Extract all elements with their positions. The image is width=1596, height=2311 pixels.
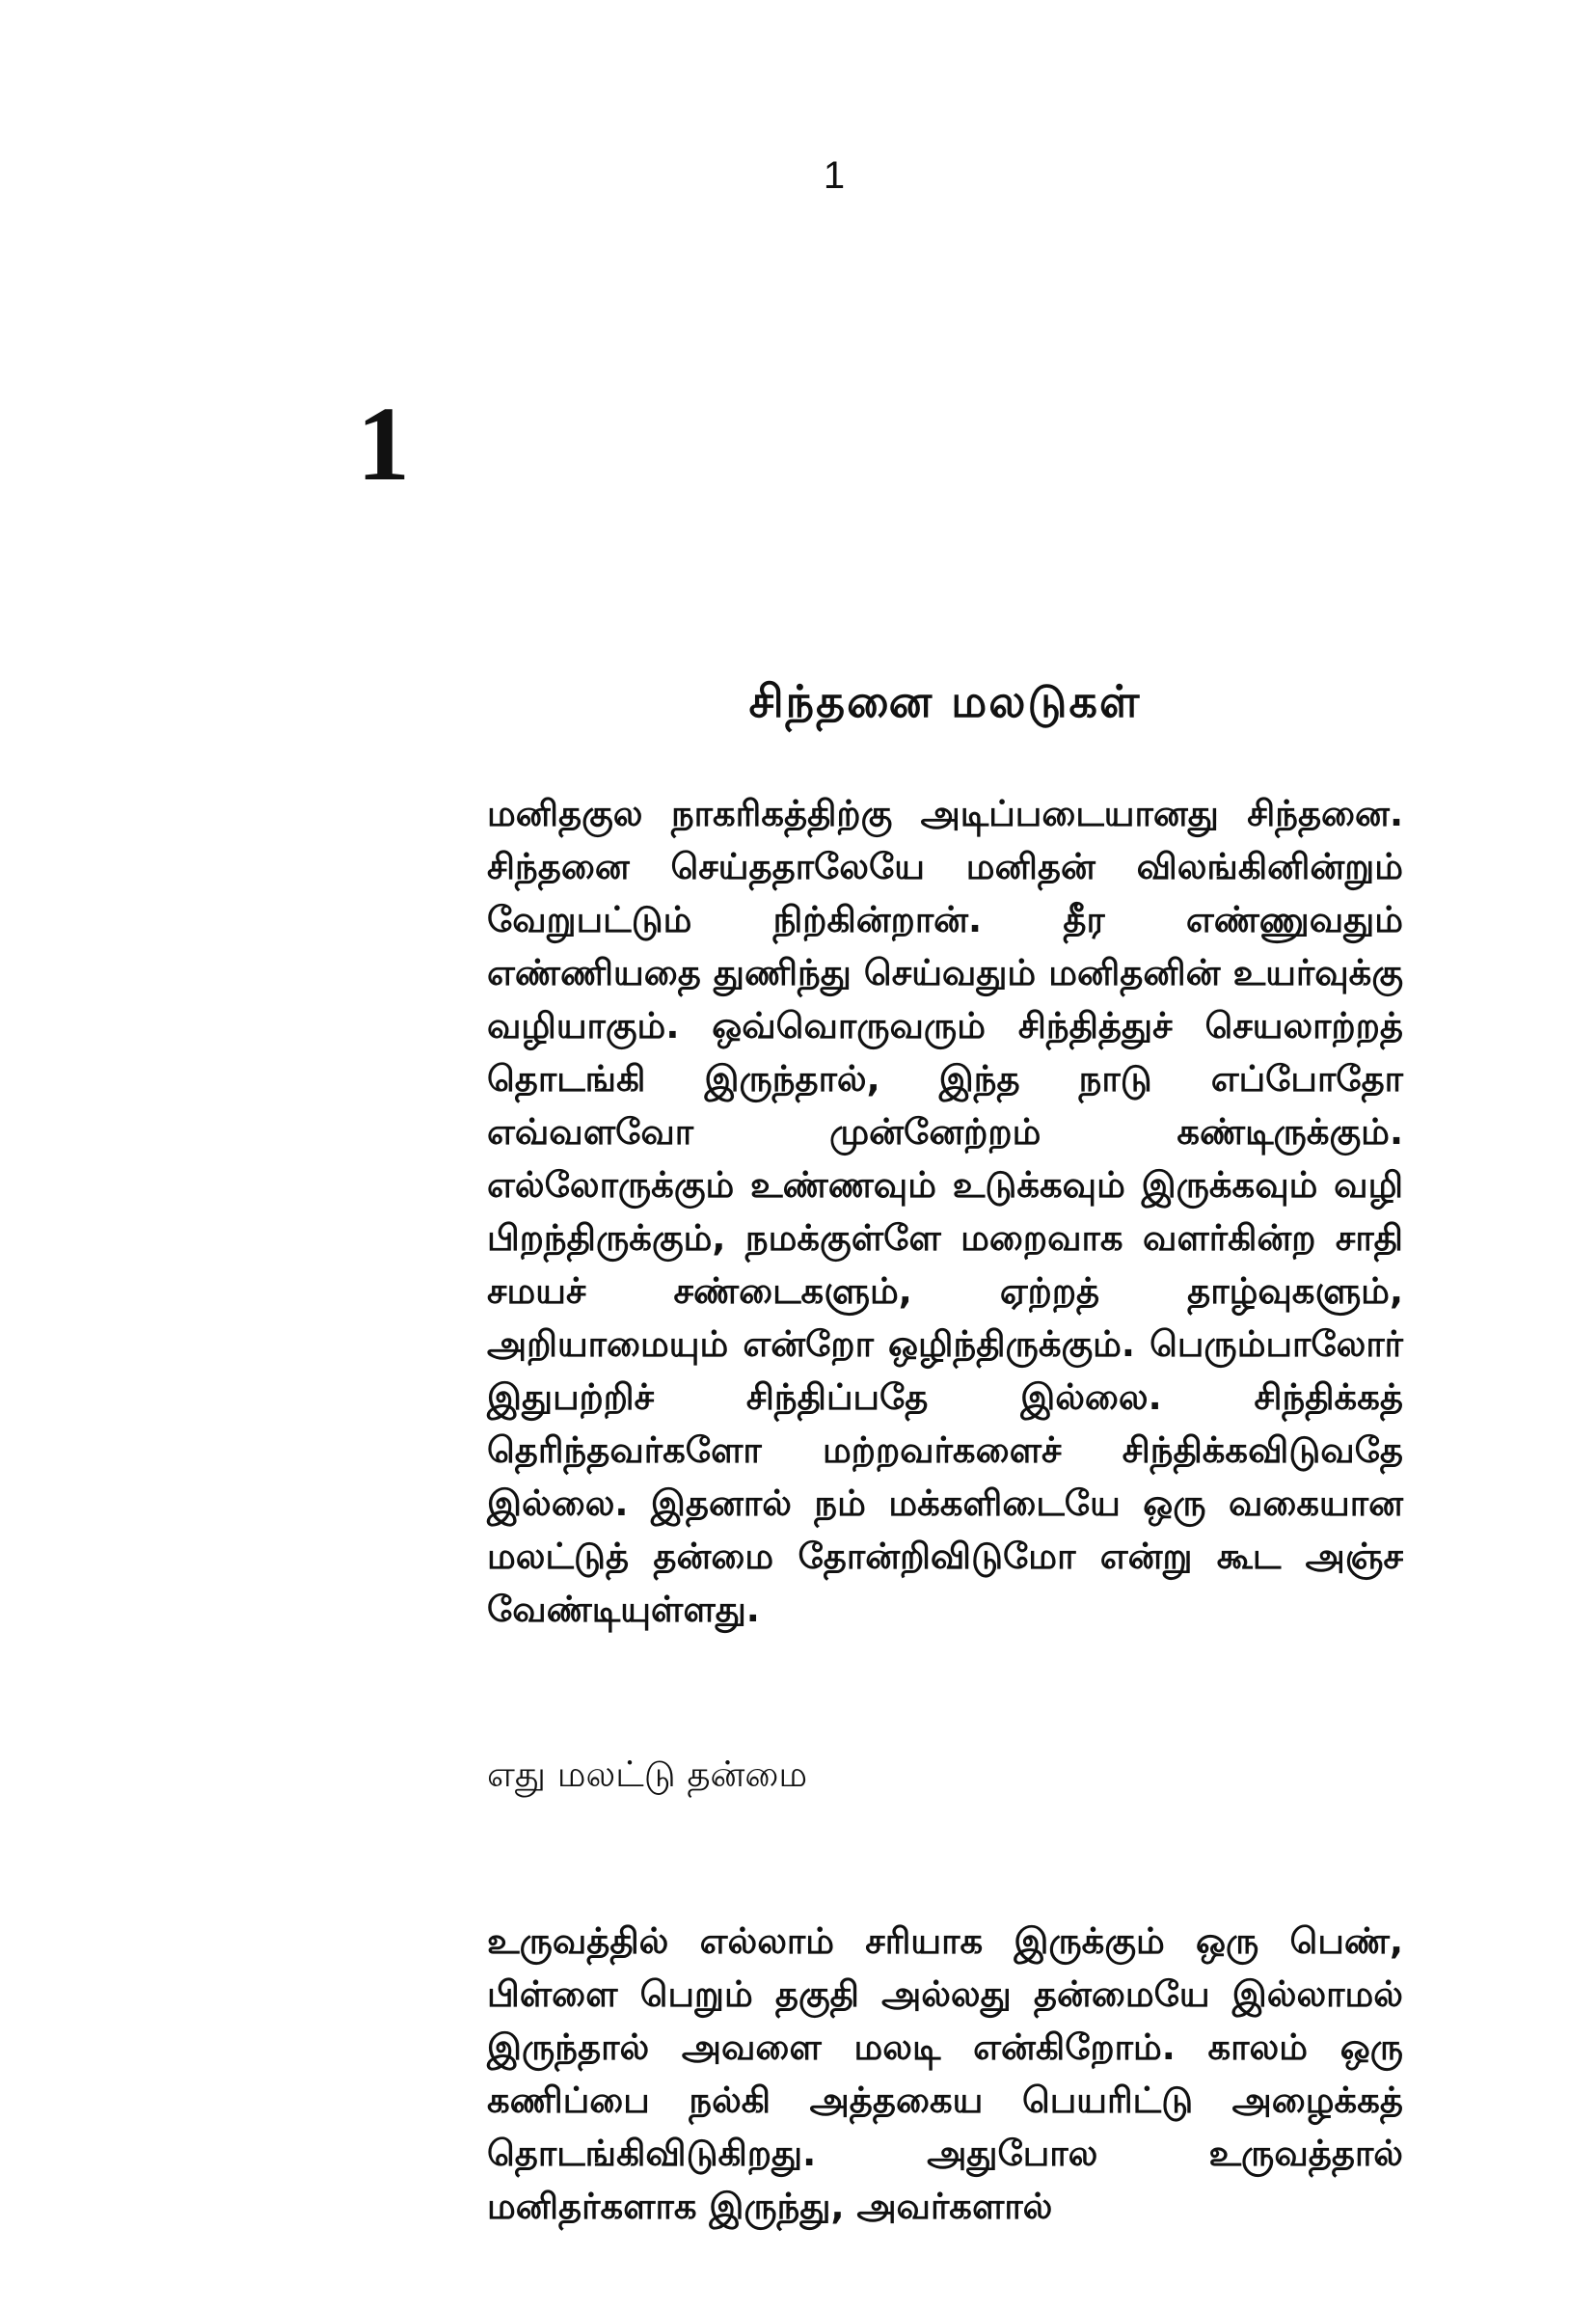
- body-paragraph-1: மனிதகுல நாகரிகத்திற்கு அடிப்படையானது சிந்தனை. சிந்தனை செய்ததாலேயே மனிதன் விலங்கினின்றும் வேறுபட்டும் நிற்கின்றான். தீர எண்ணுவதும் எண்ணியதை துணிந்து செய்வதும் மனிதனின் உயர்வுக்கு வழியாகும். ஒவ்வொருவரும் சிந்தித்துச் செயலாற்றத் தொடங்கி இருந்தால், இந்த நாடு எப்போதோ எவ்வளவோ முன்னேற்றம் கண்டிருக்கும். எல்லோருக்கும் உண்ணவும் உடுக்கவும் இருக்கவும் வழி பிறந்திருக்கும், நமக்குள்ளே மறைவாக வளர்கின்ற சாதி சமயச் சண்டைகளும், ஏற்றத் தாழ்வுகளும், அறியாமையும் என்றோ ஒழிந்திருக்கும். பெரும்பாலோர் இதுபற்றிச் சிந்திப்பதே இல்லை. சிந்திக்கத் தெரிந்தவர்களோ மற்றவர்களைச் சிந்திக்கவிடுவதே இல்லை. இதனால் நம் மக்களிடையே ஒரு வகையான மலட்டுத் தன்மை தோன்றிவிடுமோ என்று கூட அஞ்ச வேண்டியுள்ளது.: [487, 793, 1403, 1630]
- chapter-number: 1: [357, 385, 410, 503]
- page-number: 1: [823, 154, 846, 197]
- body-paragraph-2: உருவத்தில் எல்லாம் சரியாக இருக்கும் ஒரு பெண், பிள்ளை பெறும் தகுதி அல்லது தன்மையே இல்லாமல் இருந்தால் அவளை மலடி என்கிறோம். காலம் ஒரு கணிப்பை நல்கி அத்தகைய பெயரிட்டு அழைக்கத் தொடங்கிவிடுகிறது. அதுபோல உருவத்தால் மனிதர்களாக இருந்து, அவர்களால்: [487, 1920, 1403, 2227]
- chapter-title: சிந்தனை மலடுகள்: [748, 675, 1142, 727]
- section-heading: எது மலட்டு தன்மை: [487, 1754, 808, 1795]
